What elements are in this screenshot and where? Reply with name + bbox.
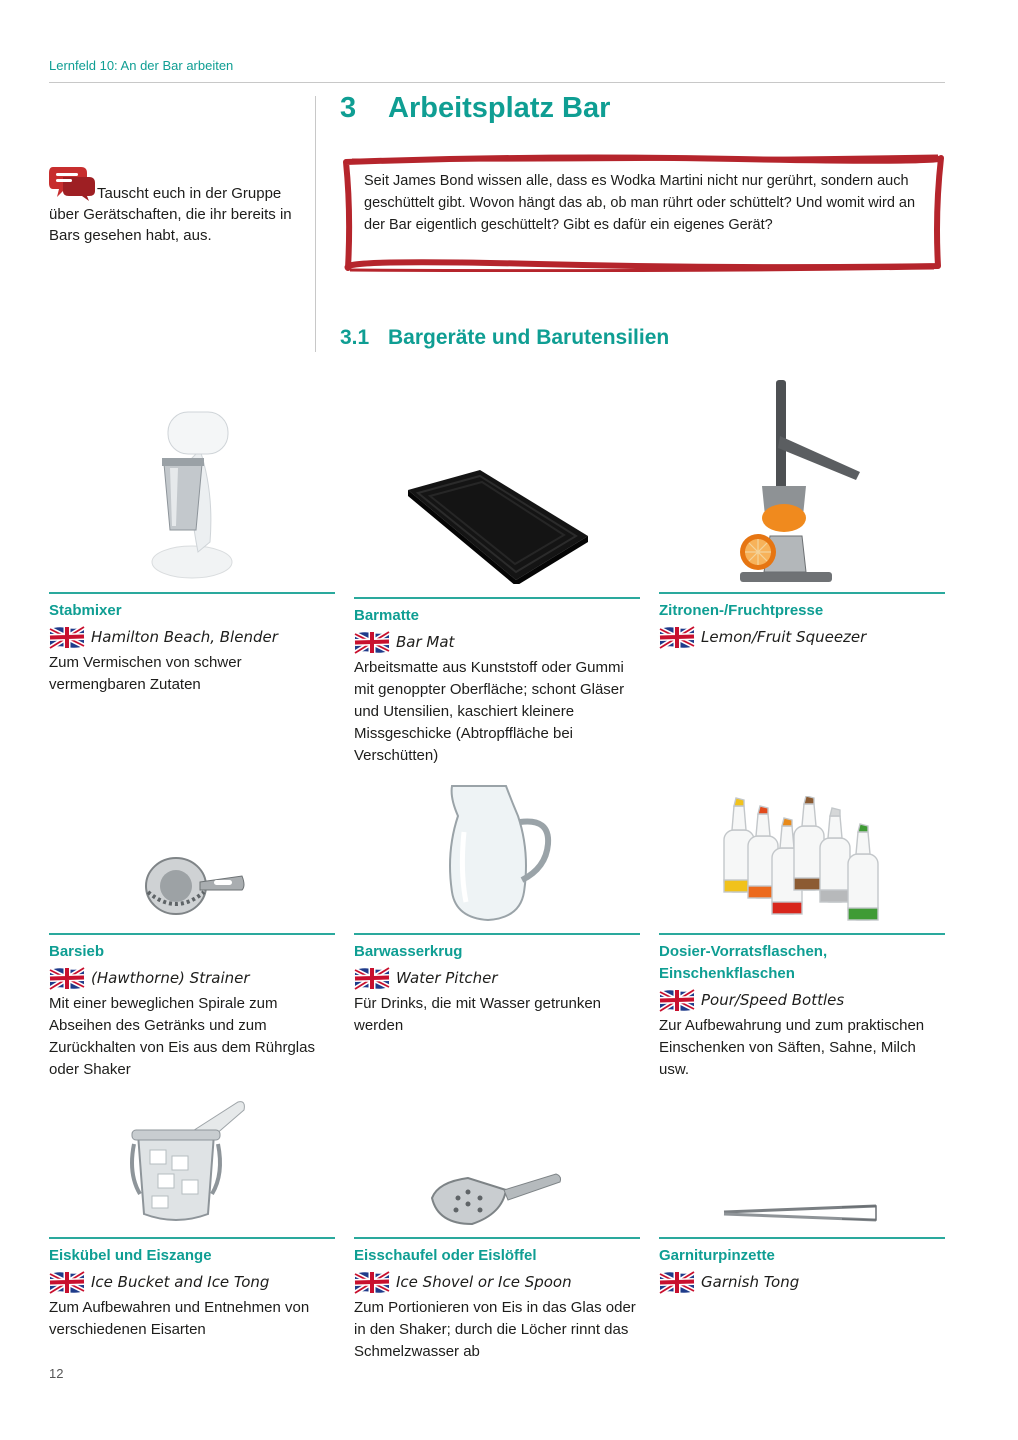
section-number: 3.1 <box>340 326 370 349</box>
item-description: Mit einer beweglichen Spirale zum Abseihen des Getränks und zum Zurückhalten von Eis aus dem Rührglas oder Shaker <box>49 995 315 1078</box>
item-description: Arbeitsmatte aus Kunststoff oder Gummi mit genoppter Oberfläche; schont Gläser und Utensilien, kaschiert kleinere Missgeschicke (Abtropffläche bei Verschütten) <box>354 659 625 764</box>
item-title: Barmatte <box>354 607 420 624</box>
english-term: Bar Mat <box>396 633 455 651</box>
strainer-image <box>140 846 246 926</box>
page-number: 12 <box>49 1366 64 1381</box>
item-english <box>354 627 640 657</box>
item-title: Eiskübel und Eiszange <box>49 1247 212 1264</box>
uk-flag-icon <box>49 624 85 650</box>
item-title: Dosier-Vorratsflaschen, Einschenkflaschen <box>659 943 828 982</box>
item-rule <box>49 933 335 935</box>
discussion-text: Tauscht euch in der Gruppe über Gerätschaften, die ihr bereits in Bars gesehen habt, aus. <box>49 185 292 244</box>
column-divider <box>315 96 316 352</box>
section-title: Bargeräte und Barutensilien <box>388 326 670 349</box>
item-english <box>49 1267 335 1297</box>
uk-flag-icon <box>659 987 695 1013</box>
ice-scoop-image <box>428 1168 562 1228</box>
item-strainer <box>49 933 335 1081</box>
item-rule <box>659 592 945 594</box>
item-title: Barwasserkrug <box>354 943 463 960</box>
uk-flag-icon <box>659 624 695 650</box>
intro-text: Seit James Bond wissen alle, dass es Wodka Martini nicht nur gerührt, sondern auch geschüttelt gibt. Wovon hängt das ab, ob man rührt oder schüttelt? Und womit wird an der Bar eigentlich geschüttelt? Gibt es dafür ein eigenes Gerät? <box>364 173 916 233</box>
uk-flag-icon <box>354 1269 390 1295</box>
discussion-note <box>49 163 299 246</box>
english-term: Garnish Tong <box>701 1273 800 1291</box>
item-pour-bottles <box>659 933 945 1081</box>
pitcher-image <box>436 782 554 924</box>
section-heading <box>340 326 669 350</box>
item-title: Stabmixer <box>49 602 122 619</box>
english-term: Hamilton Beach, Blender <box>91 628 278 646</box>
item-title: Garniturpinzette <box>659 1247 775 1264</box>
item-rule <box>354 1237 640 1239</box>
english-term: Pour/Speed Bottles <box>701 991 845 1009</box>
fruit-press-image <box>732 376 866 586</box>
pour-bottles-image <box>718 796 886 924</box>
item-description: Zum Portionieren von Eis in das Glas oder in den Shaker; durch die Löcher rinnt das Schmelzwasser ab <box>354 1299 636 1360</box>
item-fruit-press <box>659 592 945 652</box>
english-term: Ice Shovel or Ice Spoon <box>396 1273 572 1291</box>
english-term: Lemon/Fruit Squeezer <box>701 628 867 646</box>
item-english <box>659 985 945 1015</box>
ice-bucket-image <box>128 1094 246 1228</box>
item-blender <box>49 592 335 696</box>
chapter-heading <box>340 92 610 125</box>
item-description: Für Drinks, die mit Wasser getrunken werden <box>354 995 602 1034</box>
uk-flag-icon <box>354 629 390 655</box>
garnish-tong-image <box>722 1200 880 1224</box>
item-rule <box>354 933 640 935</box>
item-ice-shovel <box>354 1237 640 1363</box>
item-rule <box>49 1237 335 1239</box>
blender-image <box>140 402 240 584</box>
uk-flag-icon <box>659 1269 695 1295</box>
uk-flag-icon <box>354 965 390 991</box>
item-rule <box>49 592 335 594</box>
item-english <box>659 1267 945 1297</box>
item-english <box>659 622 945 652</box>
chapter-title: Arbeitsplatz Bar <box>388 92 611 124</box>
speech-bubble-icon <box>49 163 95 203</box>
item-description: Zum Vermischen von schwer vermengbaren Zutaten <box>49 654 242 693</box>
chapter-number: 3 <box>340 92 357 124</box>
item-english <box>354 1267 640 1297</box>
item-ice-bucket <box>49 1237 335 1341</box>
item-garnish-tong <box>659 1237 945 1297</box>
uk-flag-icon <box>49 965 85 991</box>
item-english <box>49 622 335 652</box>
item-bar-mat <box>354 597 640 767</box>
bar-mat-image <box>404 466 590 584</box>
item-title: Eisschaufel oder Eislöffel <box>354 1247 537 1264</box>
item-english <box>354 963 640 993</box>
english-term: (Hawthorne) Strainer <box>91 969 250 987</box>
item-water-pitcher <box>354 933 640 1037</box>
item-description: Zur Aufbewahrung und zum praktischen Einschenken von Säften, Sahne, Milch usw. <box>659 1017 925 1078</box>
item-rule <box>659 933 945 935</box>
uk-flag-icon <box>49 1269 85 1295</box>
english-term: Ice Bucket and Ice Tong <box>91 1273 270 1291</box>
item-title: Barsieb <box>49 943 105 960</box>
intro-box <box>338 152 946 272</box>
item-english <box>49 963 335 993</box>
item-description: Zum Aufbewahren und Entnehmen von verschiedenen Eisarten <box>49 1299 310 1338</box>
item-title: Zitronen-/Fruchtpresse <box>659 602 824 619</box>
header-rule <box>49 82 945 83</box>
item-rule <box>354 597 640 599</box>
running-head: Lernfeld 10: An der Bar arbeiten <box>49 58 234 73</box>
item-rule <box>659 1237 945 1239</box>
english-term: Water Pitcher <box>396 969 498 987</box>
